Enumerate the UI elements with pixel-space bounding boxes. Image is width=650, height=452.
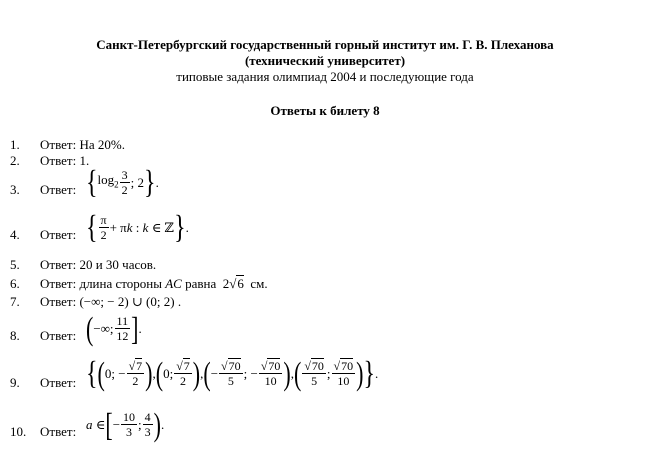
answer-number: 7. — [10, 294, 20, 309]
answer-number: 5. — [10, 257, 20, 272]
answer-formula: (−∞; $\frac{11}{12}$ ]. — [86, 309, 142, 347]
olympiad-subtitle: типовые задания олимпиад 2004 и последующие года — [176, 69, 474, 84]
answer-formula: {(0; − $\frac{√7}{2}$ ),(0; $\frac{√7}{2}$ ),(− $\frac{√70}{5}$ ; − $\frac{√70}{10}$ ),( $\frac{√70}{5}$ ; $\frac{√70}{10}$ )}. — [86, 354, 379, 392]
answer-number: 4. — [10, 227, 20, 242]
answer-number: 10. — [10, 424, 27, 439]
answer-text: 1. — [79, 153, 90, 168]
answer-label: Ответ: — [40, 276, 77, 291]
institute-name: Санкт-Петербургский государственный горный институт им. Г. В. Плеханова — [96, 37, 554, 52]
answer-label: Ответ: — [40, 227, 77, 242]
answer-formula: a ∈[− $\frac{10}{3}$ ; $\frac{4}{3}$ ). — [86, 405, 165, 443]
answer-formula: {$\log_2$ $\frac{3}{2}$ ; 2}. — [86, 164, 159, 201]
answer-label: Ответ: — [40, 424, 77, 439]
answer-label: Ответ: — [40, 153, 77, 168]
section-title: Ответы к билету 8 — [270, 103, 380, 118]
answer-text: (−∞; − 2) ∪ (0; 2) . — [79, 294, 182, 309]
answer-number: 9. — [10, 375, 20, 390]
answer-label: Ответ: — [40, 182, 77, 197]
answer-formula: { $\frac{\pi}{2}$ + πk : k ∈ ℤ}. — [86, 209, 189, 246]
answer-number: 1. — [10, 137, 20, 152]
answer-number: 2. — [10, 153, 20, 168]
answer-label: Ответ: — [40, 328, 77, 343]
answer-label: Ответ: — [40, 137, 77, 152]
answer-number: 6. — [10, 276, 20, 291]
answer-text: На 20%. — [79, 137, 125, 152]
university-subtitle: (технический университет) — [244, 53, 406, 68]
answer-label: Ответ: — [40, 294, 77, 309]
answer-number: 8. — [10, 328, 20, 343]
answer-number: 3. — [10, 182, 20, 197]
answer-text: 20 и 30 часов. — [79, 257, 157, 272]
answer-label: Ответ: — [40, 375, 77, 390]
answer-label: Ответ: — [40, 257, 77, 272]
